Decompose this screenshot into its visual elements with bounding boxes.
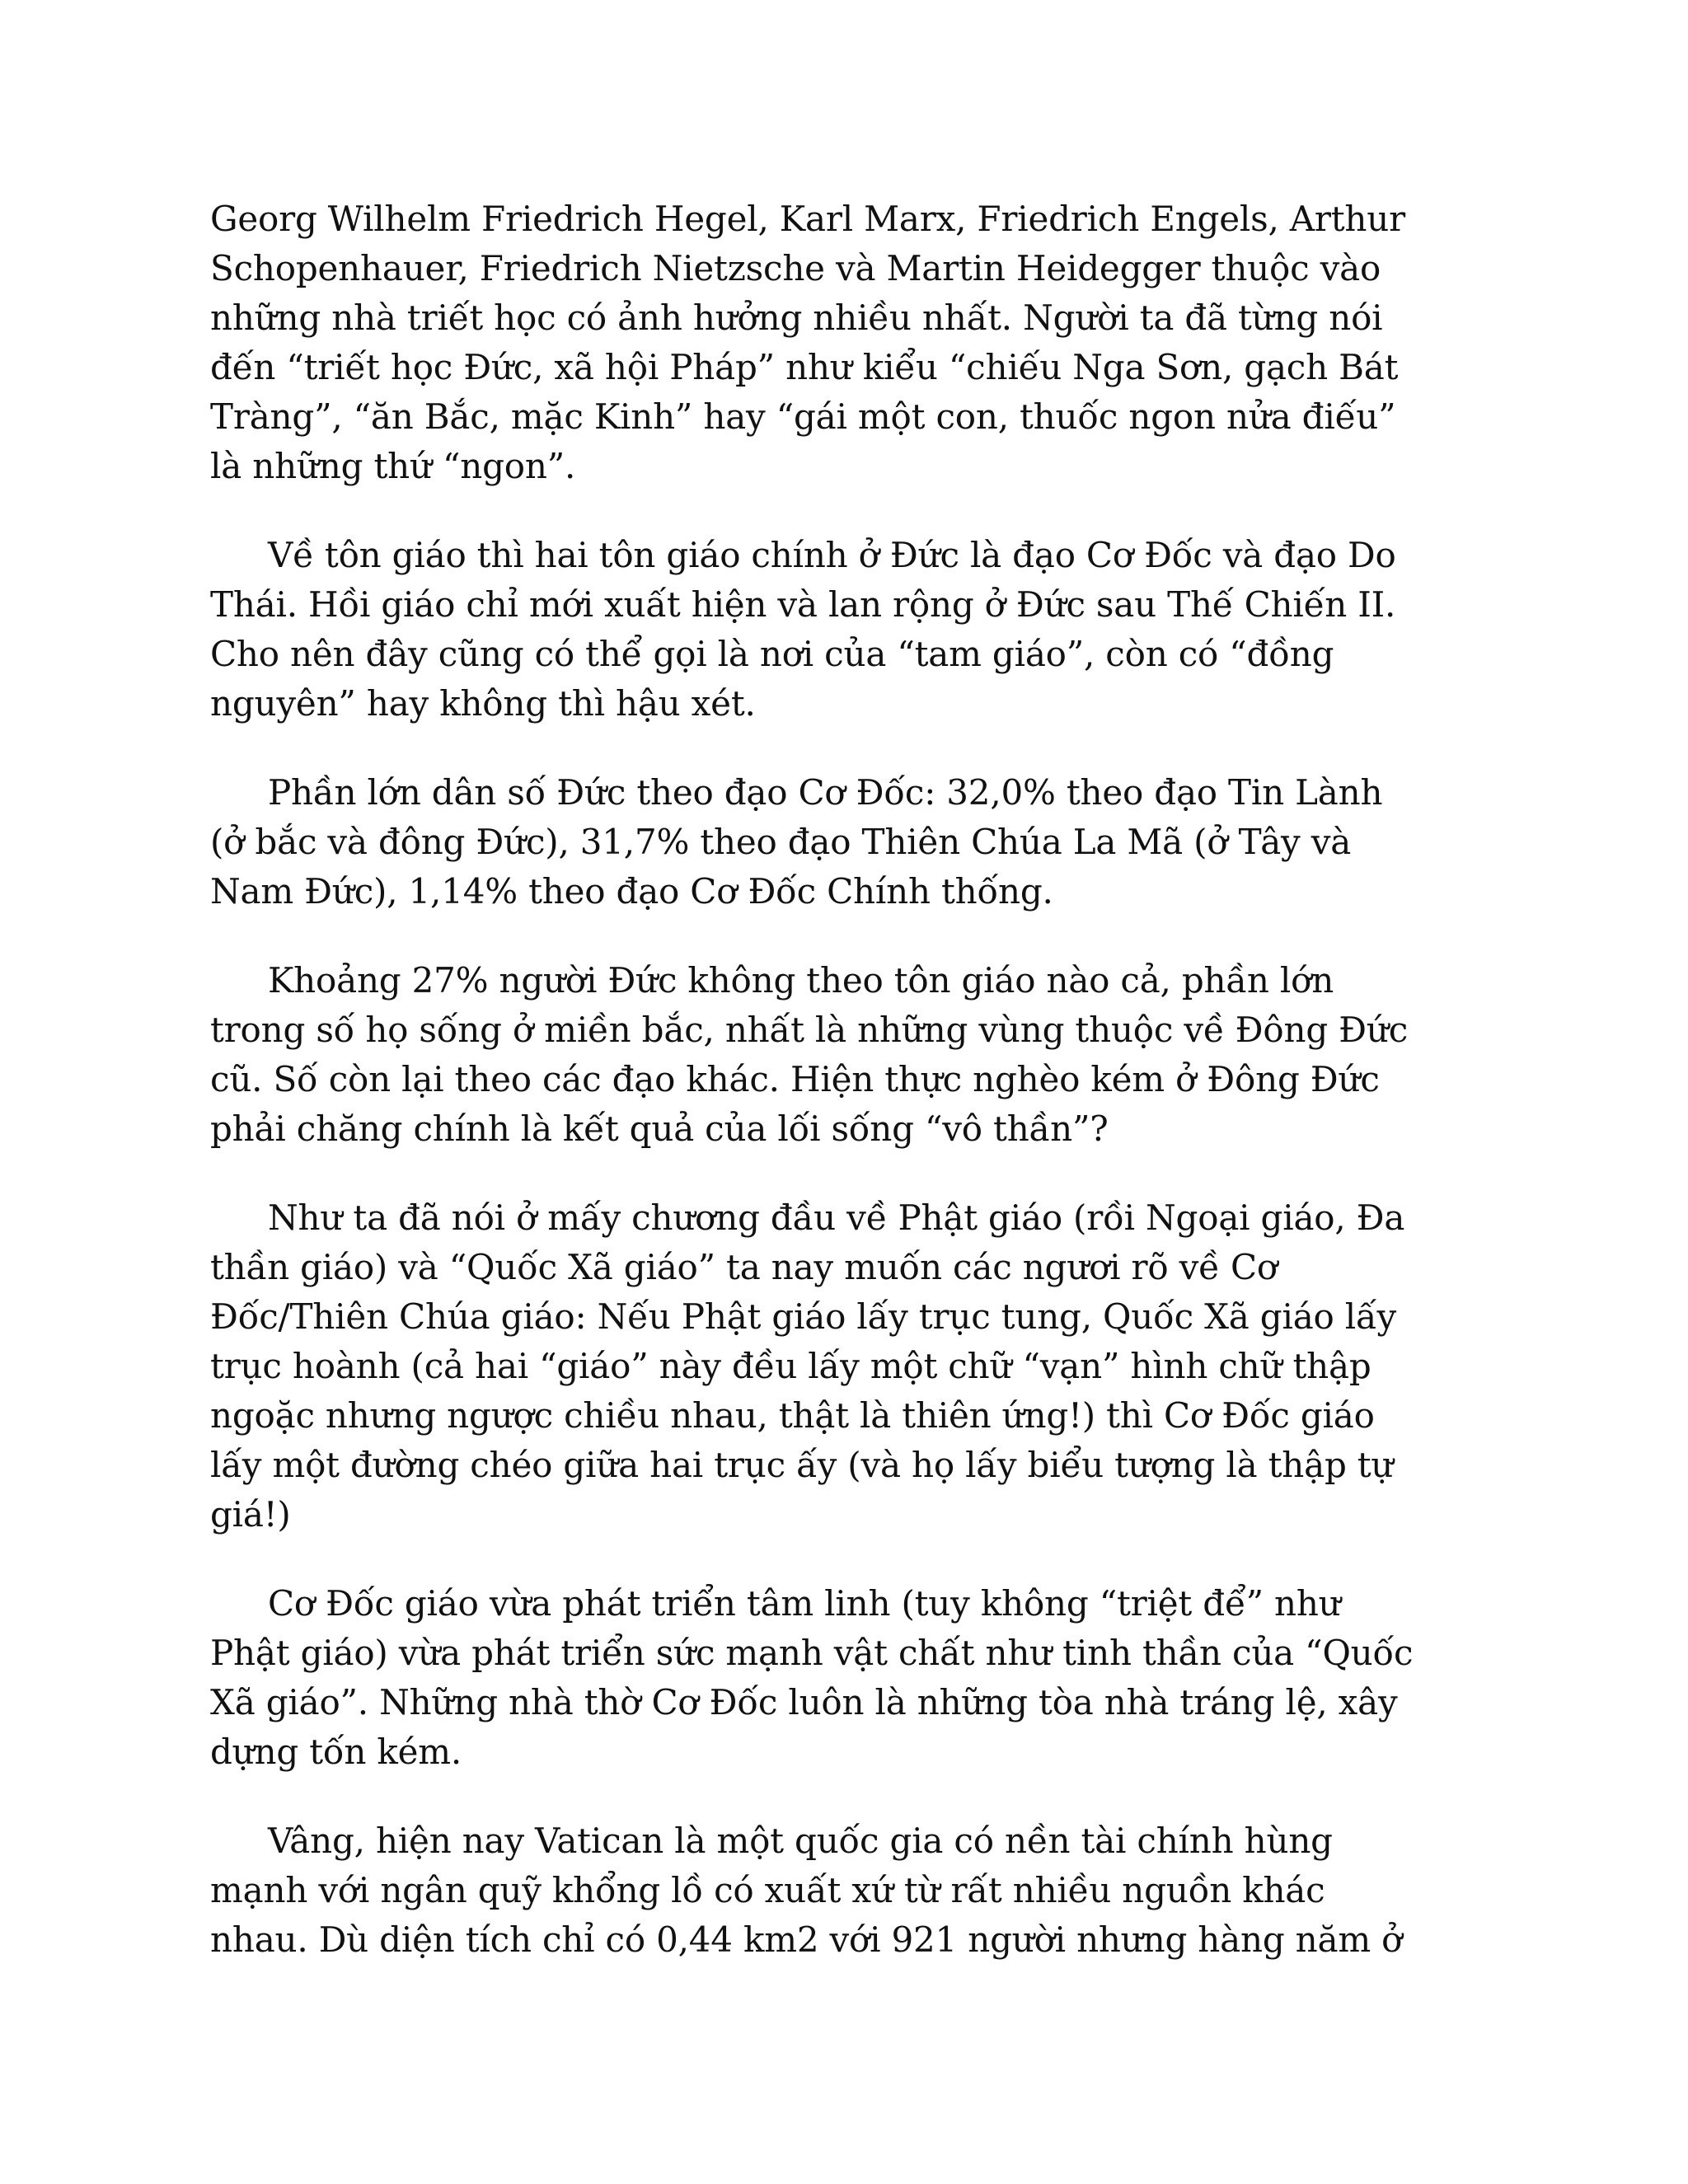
paragraph-philosophers: Georg Wilhelm Friedrich Hegel, Karl Marx, Friedrich Engels, Arthur Schopenhauer, Friedrich Nietzsche và Martin Heidegger thuộc vào những nhà triết học có ảnh hưởng nhiều nhất. Người ta đã từng nói đến “triết học Đức, xã hội Pháp” như kiểu “chiếu Nga Sơn, gạch Bát Tràng”, “ăn Bắc, mặc Kinh” hay “gái một con, thuốc ngon nửa điếu” là những thứ “ngon”. xyxy=(210,199,1406,486)
paragraph-christian-population: Phần lớn dân số Đức theo đạo Cơ Đốc: 32,0% theo đạo Tin Lành (ở bắc và đông Đức), 31,7% theo đạo Thiên Chúa La Mã (ở Tây và Nam Đức), 1,14% theo đạo Cơ Đốc Chính thống. xyxy=(210,772,1383,912)
paragraph-religion-intro: Về tôn giáo thì hai tôn giáo chính ở Đức là đạo Cơ Đốc và đạo Do Thái. Hồi giáo chỉ mới xuất hiện và lan rộng ở Đức sau Thế Chiến II. Cho nên đây cũng có thể gọi là nơi của “tam giáo”, còn có “đồng nguyên” hay không thì hậu xét. xyxy=(210,535,1396,724)
paragraph-non-religious: Khoảng 27% người Đức không theo tôn giáo nào cả, phần lớn trong số họ sống ở miền bắc, nhất là những vùng thuộc về Đông Đức cũ. Số còn lại theo các đạo khác. Hiện thực nghèo kém ở Đông Đức phải chăng chính là kết quả của lối sống “vô thần”? xyxy=(210,960,1409,1149)
paragraph-christian-development: Cơ Đốc giáo vừa phát triển tâm linh (tuy không “triệt để” như Phật giáo) vừa phát triển sức mạnh vật chất như tinh thần của “Quốc Xã giáo”. Những nhà thờ Cơ Đốc luôn là những tòa nhà tráng lệ, xây dựng tốn kém. xyxy=(210,1583,1414,1772)
body-text xyxy=(210,194,1496,2004)
paragraph-vatican: Vâng, hiện nay Vatican là một quốc gia có nền tài chính hùng mạnh với ngân quỹ khổng lồ có xuất xứ từ rất nhiều nguồn khác nhau. Dù diện tích chỉ có 0,44 km2 với 921 người nhưng hàng năm ở xyxy=(210,1821,1403,1960)
paragraph-religion-axes: Như ta đã nói ở mấy chương đầu về Phật giáo (rồi Ngoại giáo, Đa thần giáo) và “Quốc Xã giáo” ta nay muốn các ngươi rõ về Cơ Đốc/Thiên Chúa giáo: Nếu Phật giáo lấy trục tung, Quốc Xã giáo lấy trục hoành (cả hai “giáo” này đều lấy một chữ “vạn” hình chữ thập ngoặc nhưng ngược chiều nhau, thật là thiên ứng!) thì Cơ Đốc giáo lấy một đường chéo giữa hai trục ấy (và họ lấy biểu tượng là thập tự giá!) xyxy=(210,1197,1405,1535)
